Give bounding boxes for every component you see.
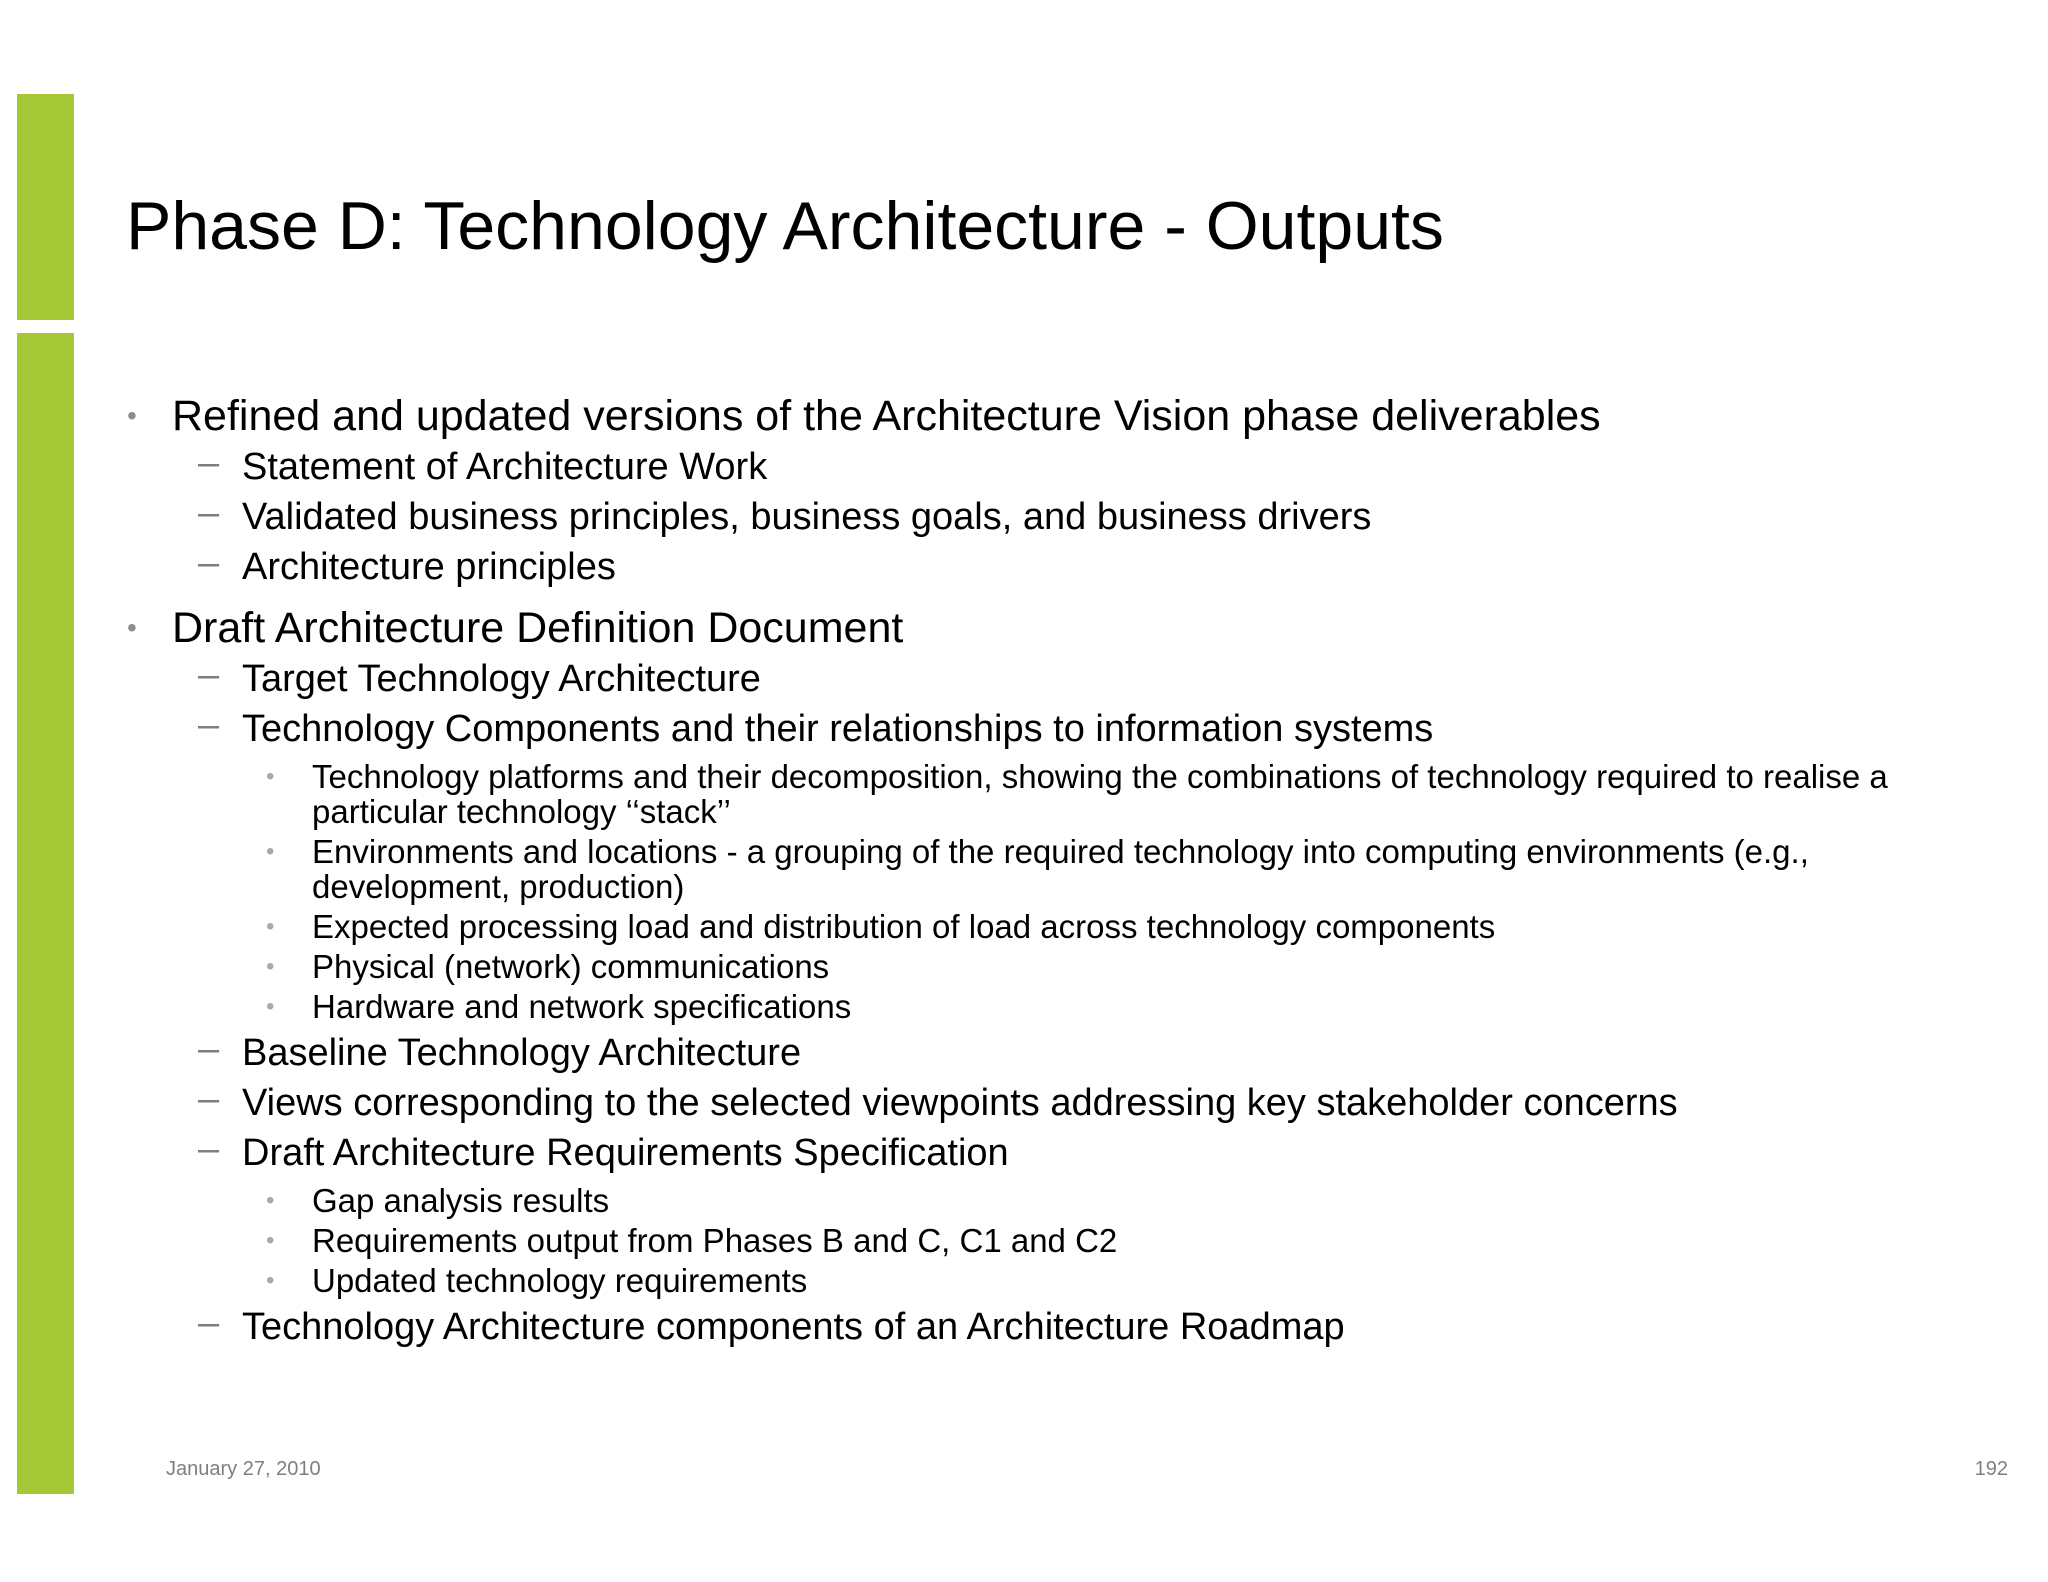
bullet-text: Physical (network) communications: [312, 948, 830, 985]
bullet-level2: [124, 1302, 1984, 1352]
bullet-text: Views corresponding to the selected viewpoints addressing key stakeholder concerns: [242, 1082, 1678, 1124]
footer-date: January 27, 2010: [166, 1458, 321, 1480]
bullet-text: Requirements output from Phases B and C, C1 and C2: [312, 1222, 1118, 1259]
bullet-text: Environments and locations - a grouping of the required technology into computing environments (e.g., development, production): [312, 833, 1809, 905]
bullet-level3: [124, 989, 1984, 1024]
dash-icon: –: [198, 654, 220, 696]
bullet-text: Technology Architecture components of an Architecture Roadmap: [242, 1306, 1345, 1348]
dash-icon: –: [198, 442, 220, 484]
bullet-level3: [124, 909, 1984, 944]
bullet-text: Draft Architecture Requirements Specification: [242, 1132, 1009, 1174]
bullet-dot-icon: •: [266, 993, 275, 1020]
bullet-level3: [124, 1263, 1984, 1298]
bullet-level3: [124, 949, 1984, 984]
page-number: 192: [1974, 1458, 2008, 1480]
bullet-dot-icon: •: [266, 763, 275, 790]
bullet-dot-icon: •: [266, 1187, 275, 1214]
bullet-level2: [124, 1128, 1984, 1178]
dash-icon: –: [198, 1302, 220, 1344]
bullet-level2: [124, 542, 1984, 592]
bullet-text: Target Technology Architecture: [242, 658, 761, 700]
bullet-text: Technology platforms and their decomposition, showing the combinations of technology required to realise a particular technology ‘‘stack’’: [312, 758, 1888, 830]
bullet-level2: [124, 1028, 1984, 1078]
slide-title: Phase D: Technology Architecture - Outputs: [126, 188, 1444, 264]
bullet-dot-icon: •: [266, 913, 275, 940]
bullet-text: Gap analysis results: [312, 1182, 610, 1219]
dash-icon: –: [198, 492, 220, 534]
bullet-level2: [124, 1078, 1984, 1128]
bullet-level1: [124, 390, 1984, 442]
dash-icon: –: [198, 1028, 220, 1070]
bullet-level3: [124, 1183, 1984, 1218]
bullet-level2: [124, 654, 1984, 704]
bullet-text: Architecture principles: [242, 546, 616, 588]
bullet-dot-icon: •: [266, 1227, 275, 1254]
accent-bar-bottom: [17, 333, 74, 1494]
bullet-level3: [124, 1223, 1984, 1258]
bullet-dot-icon: •: [127, 612, 137, 643]
bullet-dot-icon: •: [266, 838, 275, 865]
bullet-text: Expected processing load and distribution of load across technology components: [312, 908, 1496, 945]
bullet-text: Statement of Architecture Work: [242, 446, 768, 488]
bullet-dot-icon: •: [266, 953, 275, 980]
dash-icon: –: [198, 542, 220, 584]
bullet-text: Draft Architecture Definition Document: [172, 604, 904, 652]
bullet-level3: [124, 834, 1984, 904]
bullet-dot-icon: •: [266, 1267, 275, 1294]
bullet-level2: [124, 704, 1984, 754]
bullet-level1: [124, 602, 1984, 654]
bullet-level2: [124, 442, 1984, 492]
bullet-text: Updated technology requirements: [312, 1262, 808, 1299]
dash-icon: –: [198, 1078, 220, 1120]
bullet-text: Technology Components and their relationships to information systems: [242, 708, 1434, 750]
bullet-dot-icon: •: [127, 400, 137, 431]
bullet-text: Validated business principles, business goals, and business drivers: [242, 496, 1372, 538]
dash-icon: –: [198, 704, 220, 746]
accent-bar-top: [17, 94, 74, 320]
dash-icon: –: [198, 1128, 220, 1170]
bullet-text: Hardware and network specifications: [312, 988, 852, 1025]
bullet-text: Refined and updated versions of the Architecture Vision phase deliverables: [172, 392, 1601, 440]
slide-body: [124, 390, 1984, 1352]
bullet-text: Baseline Technology Architecture: [242, 1032, 802, 1074]
bullet-level3: [124, 759, 1984, 829]
bullet-level2: [124, 492, 1984, 542]
